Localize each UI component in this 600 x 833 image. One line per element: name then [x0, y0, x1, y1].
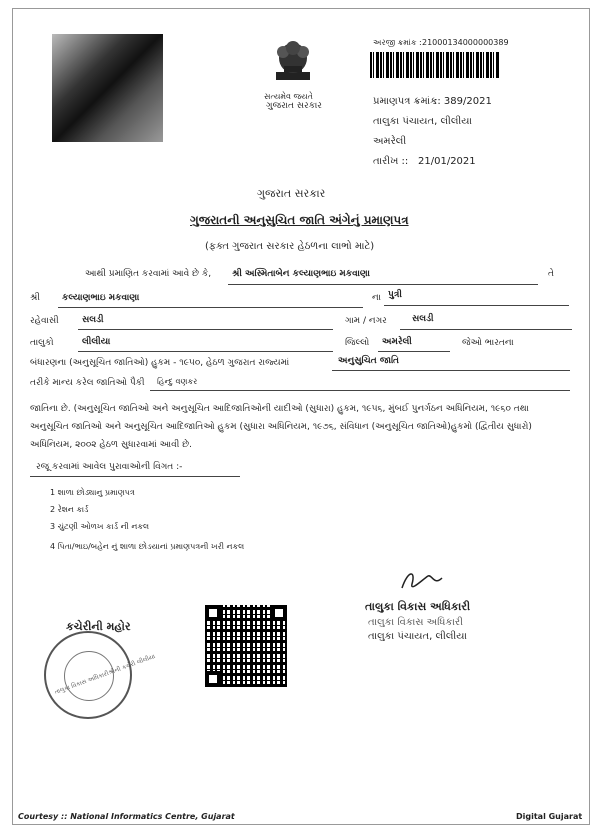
cert-no-label: પ્રમાણપત્ર ક્રમાંક — [373, 96, 438, 107]
signatory-office: તાલુકા પંચાયત, લીલીયા — [368, 631, 467, 642]
row2-underline — [58, 307, 363, 308]
row4-suffix: જેઓ ભારતના — [462, 338, 514, 348]
row2-prefix: શ્રી — [30, 293, 40, 303]
documents-heading: રજૂ કરવામાં આવેલ પુરાવાઓની વિગત :- — [36, 462, 183, 472]
office-seal-label: કચેરીની મહોર — [66, 620, 131, 633]
office-line2: અમરેલી — [373, 136, 407, 147]
signature — [398, 566, 448, 596]
row2-mid: ના — [372, 293, 381, 303]
emblem-caption: સત્યમેવ જયતે — [264, 92, 313, 101]
ack-no-label: અરજી ક્રમાંક : — [373, 38, 422, 47]
barcode — [370, 52, 500, 78]
row3-underline — [78, 329, 333, 330]
document-item-3: 3 ચુંટણી ઓળખ કાર્ડ ની નકલ — [50, 522, 150, 531]
seal-text: તાલુકા વિકાસ અધિકારીશ્રીની કચેરી લીલીયા — [53, 653, 157, 697]
date: 21/01/2021 — [418, 156, 476, 167]
row2-father: કલ્યાણભાઇ મકવાણા — [62, 293, 140, 303]
row3-town-underline — [400, 329, 572, 330]
row4-mid: જિલ્લો — [345, 338, 370, 348]
row4-district: અમરેલી — [382, 337, 412, 347]
document-item-2: 2 રેશન કાર્ડ — [50, 505, 89, 514]
signatory-title-repeat: તાલુકા વિકાસ અધિકારી — [368, 617, 463, 628]
office-seal-stamp — [44, 631, 157, 719]
row4-district-underline — [378, 351, 450, 352]
govt-label: ગુજરાત સરકાર — [266, 101, 322, 111]
digital-gujarat-text: Digital Gujarat — [516, 812, 583, 821]
row3-town: સલડી — [412, 314, 434, 324]
ashoka-emblem-icon — [262, 28, 324, 90]
documents-heading-underline — [30, 476, 240, 477]
row5-underline — [332, 370, 570, 371]
row2-relation: પુત્રી — [388, 290, 402, 300]
row6-underline — [150, 390, 570, 391]
ack-no: 21000134000000389 — [422, 38, 509, 47]
row1-prefix: આથી પ્રમાણિત કરવામાં આવે છે કે, — [85, 269, 212, 279]
row5-value: અનુસુચિત જાતિ — [338, 356, 399, 366]
row6-text: તરીકે માન્ય કરેલ જાતિઓ પૈકી — [30, 378, 145, 388]
row1-suffix: તે — [548, 269, 554, 279]
row3-prefix: રહેવાસી — [30, 316, 59, 326]
row1-underline — [228, 284, 538, 285]
para-line2: અનુસૂચિત જાતિઓ અને અનુસૂચિત આદિજાતિઓ હુકમ (સુધારા અધિનિયમ, ૧૯૭૬, સંવિધાન (અનુસૂચિત જાતિઓ)હુકમો (દ્વિતીય સુધારો) — [30, 422, 532, 432]
para-line3: અધિનિયમ, ૨૦૦૨ હેઠળ સુધારવામાં આવી છે. — [30, 440, 192, 450]
cert-no: :: 389/2021 — [434, 96, 492, 107]
courtesy-text: Courtesy :: National Informatics Centre, Gujarat — [18, 812, 235, 821]
date-label: તારીખ :: — [373, 156, 409, 167]
qr-code — [205, 605, 287, 687]
row3-village: સલડી — [82, 315, 104, 325]
para-line1: જાતિના છે. (અનુસૂચિત જાતિઓ અને અનુસૂચિત આદિજાતિઓની યાદીઓ (સુધારા) હુકમ, ૧૯૫૬, મુંબઈ પુનર્ગઠન અધિનિયમ, ૧૯૬૦ તથા — [30, 404, 529, 414]
document-item-4: 4 પિતા/ભાઇ/બહેન નું શાળા છોડયાનાં પ્રમાણપત્રની ખરી નકલ — [50, 542, 245, 551]
applicant-photo — [52, 34, 163, 142]
signatory-title: તાલુકા વિકાસ અધિકારી — [365, 600, 471, 613]
title-govt: ગુજરાત સરકાર — [257, 187, 326, 200]
row6-value: હિન્દુ વણકર — [157, 377, 198, 386]
row4-underline — [78, 351, 333, 352]
row4-taluka: લીલીયા — [82, 337, 111, 347]
document-item-1: 1 શાળા છોડ્યાનુ પ્રમાણપત્ર — [50, 488, 135, 497]
row4-prefix: તાલુકો — [30, 338, 54, 348]
row3-mid: ગામ / નગર — [345, 316, 387, 326]
office-line1: તાલુકા પંચાયત, લીલીયા — [373, 116, 472, 127]
title-main: ગુજરાતની અનુસુચિત જાતિ અંગેનું પ્રમાણપત્ર — [190, 213, 409, 227]
row1-name: શ્રી અસ્મિતાબેન કલ્યાણભાઇ મકવાણા — [232, 269, 370, 279]
row5-text: બંધારણના (અનુસૂચિત જાતિઓ) હુકમ - ૧૯૫૦, હેઠળ ગુજરાત રાજ્યમાં — [30, 358, 290, 368]
row2-relation-underline — [384, 305, 569, 306]
title-sub: (ફક્ત ગુજરાત સરકાર હેઠળના લાભો માટે) — [205, 241, 375, 252]
